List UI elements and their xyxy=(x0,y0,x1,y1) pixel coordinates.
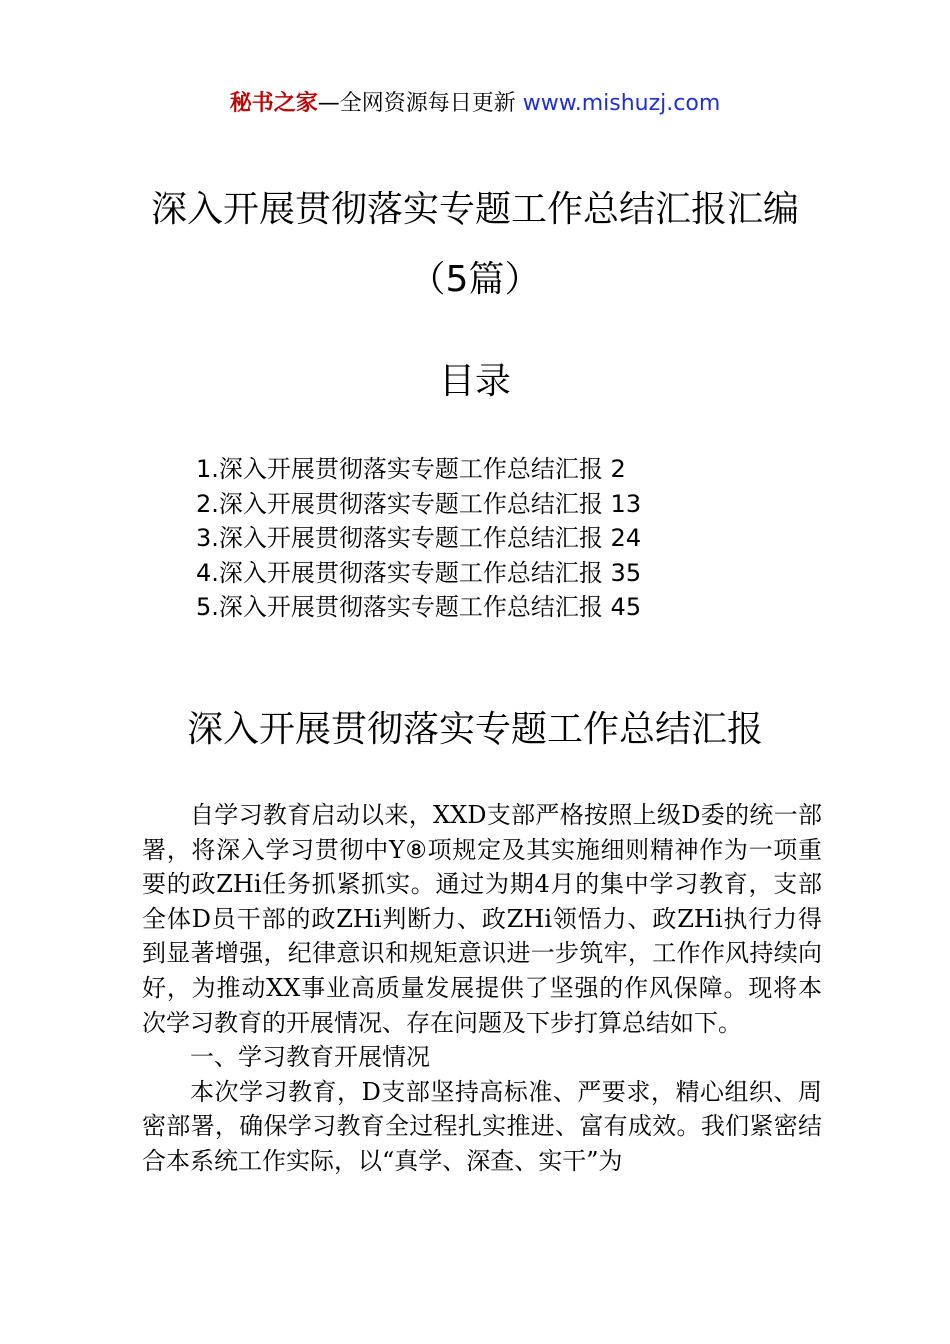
body-paragraph: 本次学习教育，D支部坚持高标准、严要求，精心组织、周密部署，确保学习教育全过程扎实推进、富有成效。我们紧密结合本系统工作实际，以“真学、深查、实干”为 xyxy=(142,1077,822,1175)
toc-item-number: 5. xyxy=(196,593,219,621)
toc-item[interactable] xyxy=(196,590,641,625)
toc-item-number: 2. xyxy=(196,489,219,518)
toc-item-title: 深入开展贯彻落实专题工作总结汇报 xyxy=(218,489,603,518)
toc-item-page: 13 xyxy=(610,489,642,518)
document-title: 深入开展贯彻落实专题工作总结汇报汇编 xyxy=(150,189,799,230)
toc-item-number: 1. xyxy=(196,455,219,483)
toc-item-title: 深入开展贯彻落实专题工作总结汇报 xyxy=(218,524,603,552)
site-header xyxy=(0,88,950,120)
site-tagline: —全网资源每日更新 xyxy=(317,91,516,116)
toc-heading: 目录 xyxy=(438,361,511,402)
section-heading: 一、学习教育开展情况 xyxy=(190,1043,430,1072)
toc-item-page: 2 xyxy=(610,455,626,483)
toc-item[interactable] xyxy=(196,487,641,522)
document-subtitle: （5篇） xyxy=(409,259,541,300)
table-of-contents xyxy=(196,452,641,625)
article-body xyxy=(142,798,822,1179)
toc-item-title: 深入开展贯彻落实专题工作总结汇报 xyxy=(218,558,603,587)
toc-item[interactable] xyxy=(196,521,641,556)
toc-item-page: 24 xyxy=(610,524,642,552)
toc-item-page: 45 xyxy=(610,593,642,621)
toc-item-number: 3. xyxy=(196,524,219,552)
toc-item-title: 深入开展贯彻落实专题工作总结汇报 xyxy=(218,455,603,483)
article-title: 深入开展贯彻落实专题工作总结汇报 xyxy=(186,709,763,750)
toc-item[interactable] xyxy=(196,452,641,487)
toc-item-title: 深入开展贯彻落实专题工作总结汇报 xyxy=(218,593,603,621)
toc-item[interactable] xyxy=(196,556,641,591)
toc-item-page: 35 xyxy=(610,558,642,587)
site-url-link[interactable]: www.mishuzj.com xyxy=(522,91,721,116)
toc-item-number: 4. xyxy=(196,558,219,587)
body-paragraph: 自学习教育启动以来，XXD支部严格按照上级D委的统一部署，将深入学习贯彻中Y⑧项规定及其实施细则精神作为一项重要的政ZHi任务抓紧抓实。通过为期4月的集中学习教育，支部全体D员干部的政ZHi判断力、政ZHi领悟力、政ZHi执行力得到显著增强，纪律意识和规矩意识进一步筑牢，工作作风持续向好，为推动XX事业高质量发展提供了坚强的作风保障。现将本次学习教育的开展情况、存在问题及下步打算总结如下。 xyxy=(142,801,822,1037)
site-brand: 秘书之家 xyxy=(229,91,318,116)
